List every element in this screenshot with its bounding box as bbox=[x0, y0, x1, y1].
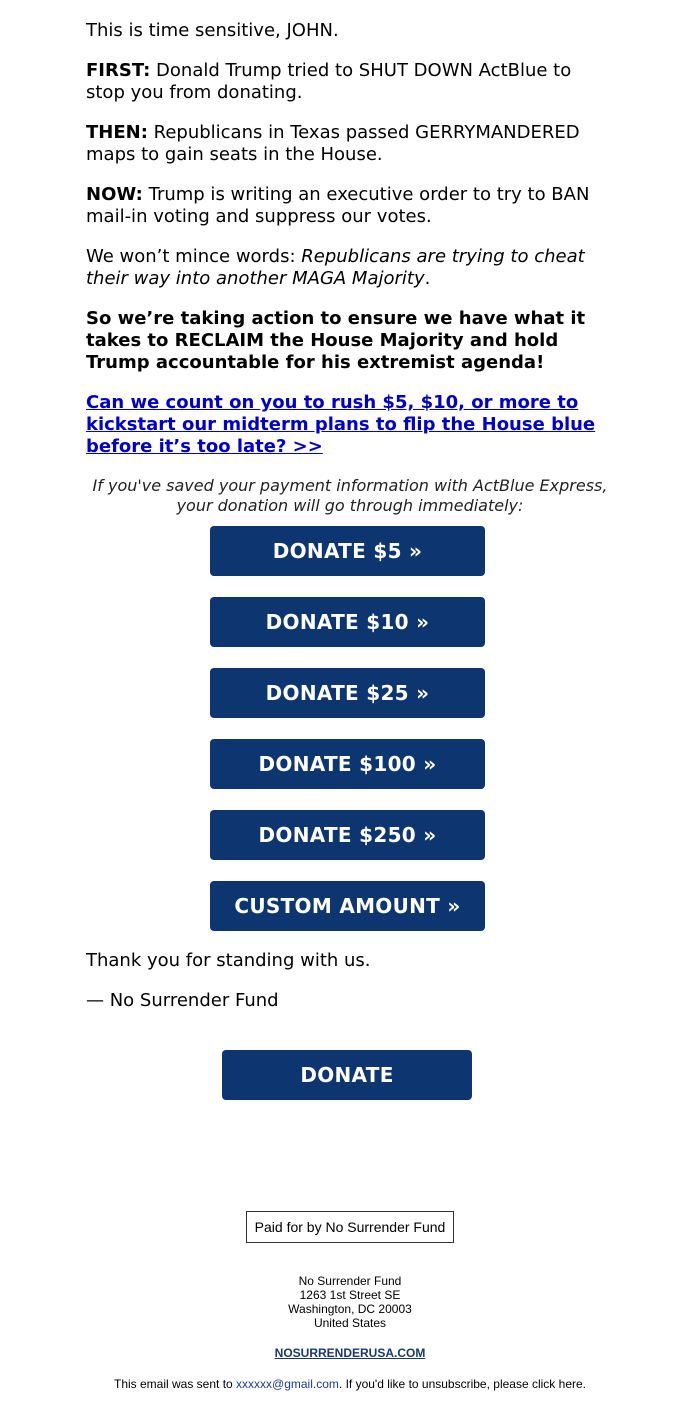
website-link[interactable]: NOSURRENDERUSA.COM bbox=[274, 1346, 426, 1360]
mince-end: . bbox=[424, 268, 431, 289]
donate-250-button[interactable]: DONATE $250 » bbox=[210, 810, 485, 860]
then-label: THEN: bbox=[86, 122, 148, 143]
first-text: Donald Trump tried to SHUT DOWN ActBlue to stop you from donating. bbox=[86, 60, 572, 103]
unsubscribe-text[interactable]: . If you'd like to unsubscribe, please click here. bbox=[338, 1377, 586, 1391]
now-text: Trump is writing an executive order to try to BAN mail-in voting and suppress our votes. bbox=[86, 184, 590, 227]
greeting-text: This is time sensitive, JOHN. bbox=[86, 20, 339, 41]
unsubscribe-notice bbox=[0, 1377, 700, 1391]
express-note-line-2: your donation will go through immediately: bbox=[176, 496, 524, 515]
mince-lead: We won’t mince words: bbox=[86, 246, 302, 267]
donate-100-button[interactable]: DONATE $100 » bbox=[210, 739, 485, 789]
donate-5-button[interactable]: DONATE $5 » bbox=[210, 526, 485, 576]
express-note-line-1: If you've saved your payment information with ActBlue Express, bbox=[92, 476, 608, 495]
address-city: Washington, DC 20003 bbox=[288, 1302, 412, 1316]
then-paragraph bbox=[86, 122, 606, 166]
email-body bbox=[86, 20, 606, 458]
address-org: No Surrender Fund bbox=[298, 1274, 402, 1288]
thank-you-text: Thank you for standing with us. bbox=[86, 950, 371, 971]
sent-prefix: This email was sent to bbox=[113, 1377, 237, 1391]
actblue-express-note bbox=[0, 476, 700, 516]
paid-for-disclaimer: Paid for by No Surrender Fund bbox=[246, 1211, 454, 1243]
mailing-address bbox=[0, 1274, 700, 1330]
mince-paragraph bbox=[86, 246, 606, 290]
mince-emphasis: Republicans are trying to cheat their way into another MAGA Majority bbox=[86, 246, 585, 289]
address-street: 1263 1st Street SE bbox=[299, 1288, 401, 1302]
address-country: United States bbox=[313, 1316, 387, 1330]
now-label: NOW: bbox=[86, 184, 143, 205]
donate-cta-link[interactable]: Can we count on you to rush $5, $10, or more to kickstart our midterm plans to flip the House blue before it’s too late? >> bbox=[86, 392, 596, 457]
first-paragraph bbox=[86, 60, 606, 104]
action-paragraph: So we’re taking action to ensure we have what it takes to RECLAIM the House Majority and hold Trump accountable for his extremist agenda! bbox=[86, 308, 586, 373]
custom-amount-button[interactable]: CUSTOM AMOUNT » bbox=[210, 881, 485, 931]
donate-25-button[interactable]: DONATE $25 » bbox=[210, 668, 485, 718]
donate-10-button[interactable]: DONATE $10 » bbox=[210, 597, 485, 647]
first-label: FIRST: bbox=[86, 60, 151, 81]
recipient-email-link[interactable]: xxxxxx@gmail.com bbox=[236, 1377, 339, 1391]
then-text: Republicans in Texas passed GERRYMANDERED maps to gain seats in the House. bbox=[86, 122, 580, 165]
now-paragraph bbox=[86, 184, 606, 228]
donate-button[interactable]: DONATE bbox=[222, 1050, 472, 1100]
signature-text: — No Surrender Fund bbox=[86, 990, 279, 1011]
